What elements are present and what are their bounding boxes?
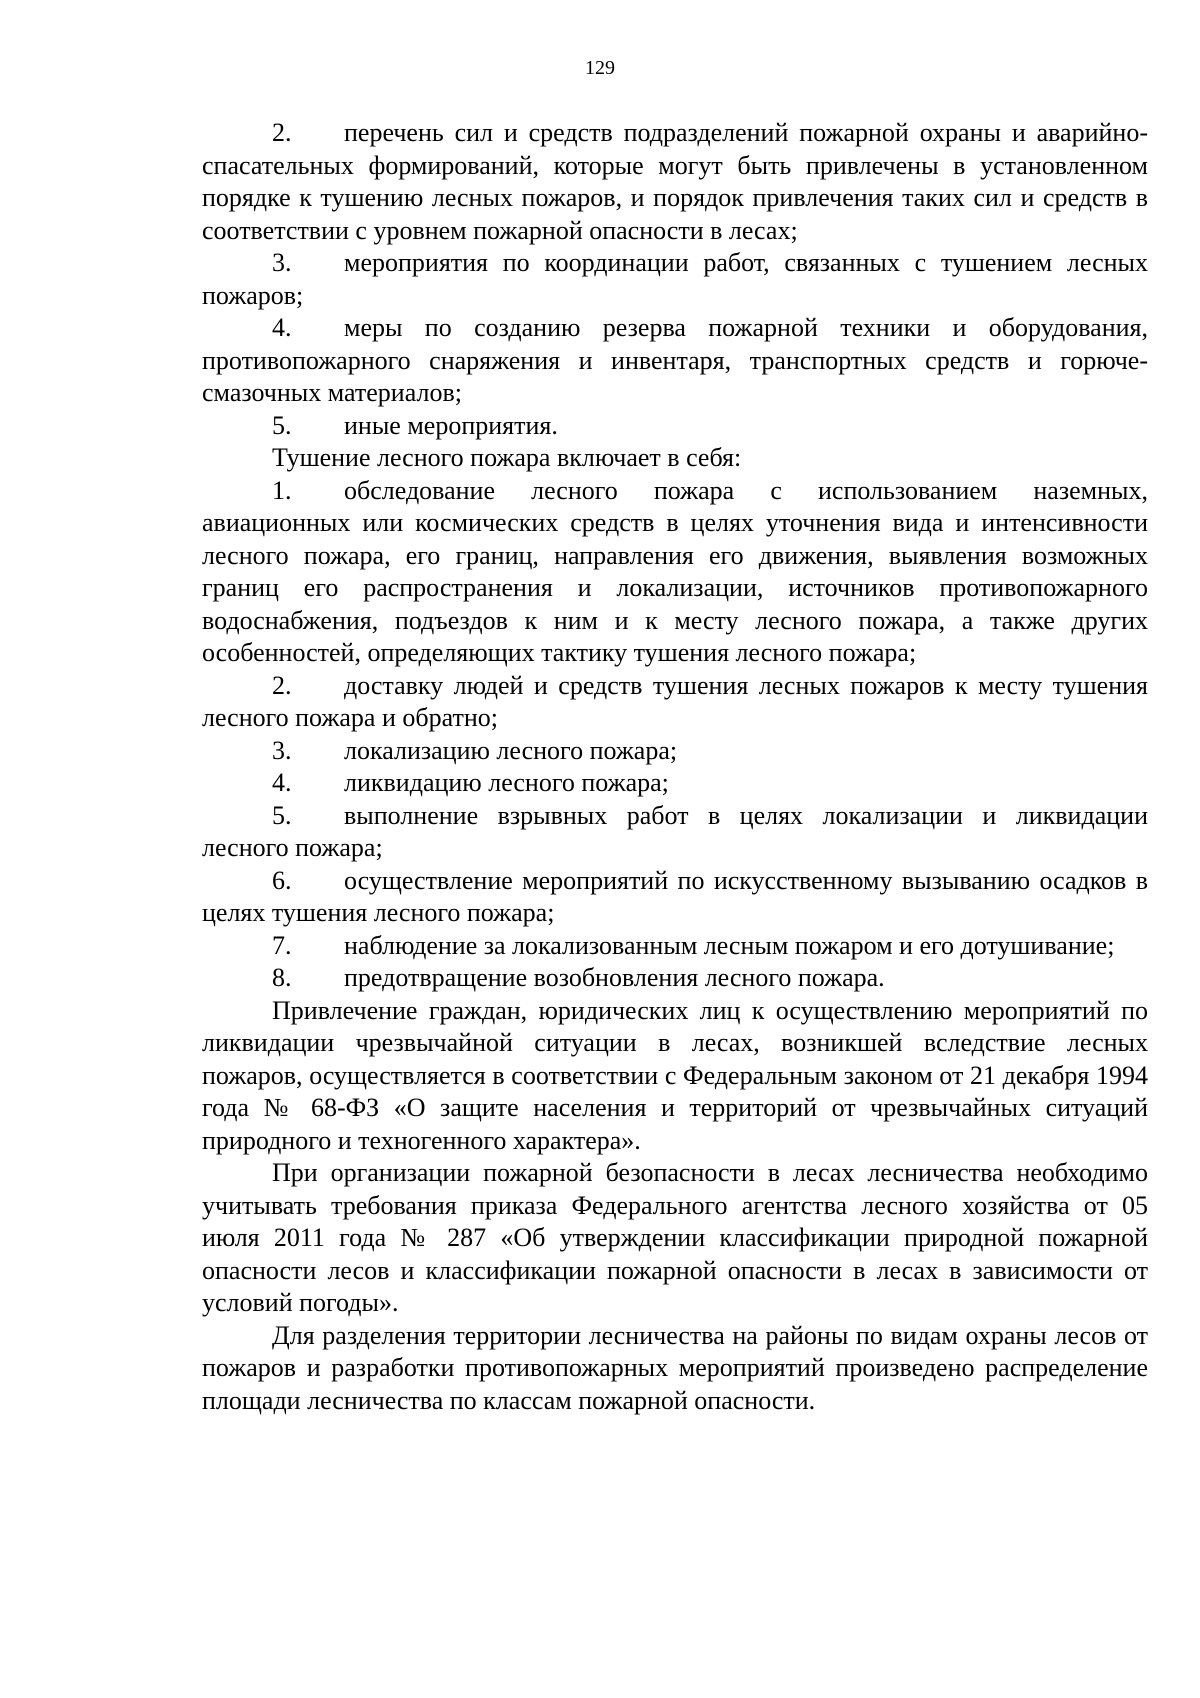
list-a-item-2 <box>202 117 1148 247</box>
list-item-text: осуществление мероприятий по искусственному вызыванию осадков в целях тушения лесного пожара; <box>202 865 1148 927</box>
list-b-item-1 <box>202 475 1148 670</box>
list-b-item-7 <box>202 930 1148 963</box>
list-item-text: перечень сил и средств подразделений пожарной охраны и аварийно-спасательных формирований, которые могут быть привлечены в установленном порядке к тушению лесных пожаров, и порядок привлечения таких сил и средств в соответствии с уровнем пожарной опасности в лесах; <box>202 118 1148 245</box>
list-number: 3. <box>272 735 292 765</box>
list-item-text: выполнение взрывных работ в целях локализации и ликвидации лесного пожара; <box>202 800 1148 862</box>
list-number: 5. <box>272 410 292 440</box>
page-number: 129 <box>585 57 615 79</box>
list-item-text: меры по созданию резерва пожарной техники и оборудования, противопожарного снаряжения и инвентаря, транспортных средств и горюче-смазочных материалов; <box>202 313 1148 407</box>
list-number: 1. <box>272 475 292 505</box>
list-item-text: наблюдение за локализованным лесным пожаром и его дотушивание; <box>344 930 1115 960</box>
list-a-item-5 <box>202 410 1148 443</box>
paragraph-territory: Для разделения территории лесничества на районы по видам охраны лесов от пожаров и разработки противопожарных мероприятий произведено распределение площади лесничества по классам пожарной опасности. <box>202 1320 1148 1415</box>
list-item-text: обследование лесного пожара с использованием наземных, авиационных или космических средств в целях уточнения вида и интенсивности лесного пожара, его границ, направления его движения, выявления возможных границ его распространения и локализации, источников противопожарного водоснабжения, подъездов к ним и к месту лесного пожара, а также других особенностей, определяющих тактику тушения лесного пожара; <box>202 475 1148 667</box>
list-number: 2. <box>272 670 292 700</box>
document-body <box>202 117 1148 1417</box>
list-a-item-4 <box>202 312 1148 410</box>
paragraph-fire-safety: При организации пожарной безопасности в лесах лесничества необходимо учитывать требования приказа Федерального агентства лесного хозяйства от 05 июля 2011 года № 287 «Об утверждении классификации природной пожарной опасности лесов и классификации пожарной опасности в лесах в зависимости от условий погоды». <box>202 1158 1148 1317</box>
list-item-text: локализацию лесного пожара; <box>344 735 678 765</box>
list-number: 4. <box>272 313 292 342</box>
list-number: 6. <box>272 865 292 895</box>
list-item-text: иные мероприятия. <box>344 410 558 440</box>
list-number: 7. <box>272 930 292 960</box>
list-b-item-5 <box>202 800 1148 865</box>
list-number: 4. <box>272 768 292 797</box>
list-item-text: мероприятия по координации работ, связанных с тушением лесных пожаров; <box>202 248 1148 310</box>
list-item-text: ликвидацию лесного пожара; <box>344 768 669 797</box>
list-b-item-2 <box>202 670 1148 735</box>
list-a-item-3 <box>202 247 1148 312</box>
list-item-text: предотвращение возобновления лесного пожара. <box>344 963 885 992</box>
list-b-item-6 <box>202 865 1148 930</box>
list-number: 8. <box>272 963 292 992</box>
list-number: 3. <box>272 248 292 277</box>
list-item-text: доставку людей и средств тушения лесных пожаров к месту тушения лесного пожара и обратно; <box>202 670 1148 732</box>
list-b-item-4 <box>202 767 1148 800</box>
list-number: 5. <box>272 800 292 830</box>
list-b-item-3 <box>202 735 1148 768</box>
list-number: 2. <box>272 118 292 147</box>
list-b-item-8 <box>202 962 1148 995</box>
paragraph-citizens: Привлечение граждан, юридических лиц к осуществлению мероприятий по ликвидации чрезвычайной ситуации в лесах, возникшей вследствие лесных пожаров, осуществляется в соответствии с Федеральным законом от 21 декабря 1994 года № 68-ФЗ «О защите населения и территорий от чрезвычайных ситуаций природного и техногенного характера». <box>202 995 1148 1155</box>
intro-text: Тушение лесного пожара включает в себя: <box>272 443 742 472</box>
